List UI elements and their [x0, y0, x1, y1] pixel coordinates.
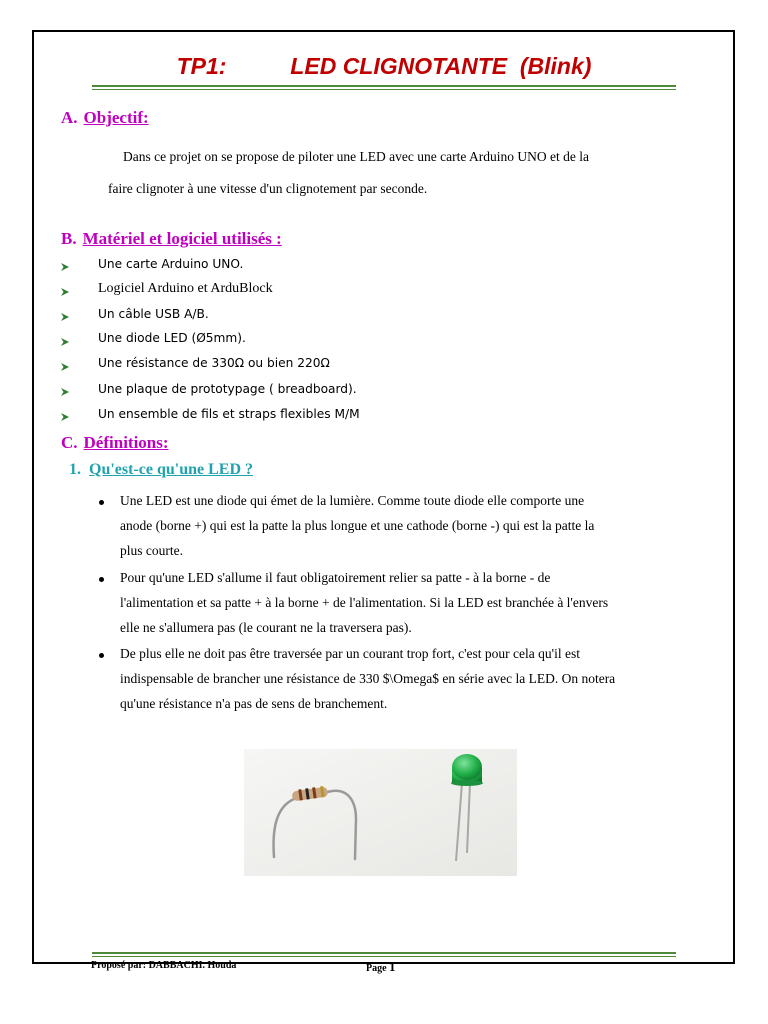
- subsection-title: Qu'est-ce qu'une LED ?: [89, 461, 254, 478]
- bullet-line: indispensable de brancher une résistance de 330 $\Omega$ en série avec la LED. On notera: [120, 671, 616, 686]
- bullet-line: De plus elle ne doit pas être traversée par un courant trop fort, c'est pour cela qu'il est: [120, 646, 580, 661]
- resistor-and-led-illustration: [244, 749, 517, 876]
- material-item: Une résistance de 330Ω ou bien 220Ω: [98, 356, 330, 370]
- subsection-heading: [69, 461, 253, 479]
- bullet-line: anode (borne +) qui est la patte la plus longue et une cathode (borne -) qui est la patte la: [120, 518, 595, 533]
- material-item: Une plaque de prototypage ( breadboard).: [98, 382, 357, 396]
- section-b-title: Matériel et logiciel utilisés :: [82, 229, 282, 248]
- bullet-line: elle ne s'allumera pas (le courant ne la traversera pas).: [120, 620, 412, 635]
- objective-line-2: faire clignoter à une vitesse d'un clignotement par seconde.: [108, 181, 428, 196]
- section-b-letter: B.: [61, 229, 77, 248]
- section-a-letter: A.: [61, 108, 78, 127]
- footer-rule: [92, 952, 676, 957]
- material-item: Une carte Arduino UNO.: [98, 257, 244, 271]
- objective-line-1: Dans ce projet on se propose de piloter une LED avec une carte Arduino UNO et de la: [123, 149, 589, 164]
- bullet-icon: [99, 500, 104, 505]
- arrow-bullet-icon: [60, 337, 70, 347]
- footer-page: [366, 959, 396, 975]
- section-c-letter: C.: [61, 433, 78, 452]
- material-item: Une diode LED (Ø5mm).: [98, 331, 246, 345]
- arrow-bullet-icon: [60, 287, 70, 297]
- material-item: Un ensemble de fils et straps flexibles M/M: [98, 407, 360, 421]
- material-item: Un câble USB A/B.: [98, 307, 209, 321]
- arrow-bullet-icon: [60, 312, 70, 322]
- document-title: TP1: LED CLIGNOTANTE (Blink): [176, 53, 592, 79]
- bullet-icon: [99, 653, 104, 658]
- subsection-number: 1.: [69, 461, 81, 478]
- section-c-heading: [61, 433, 169, 453]
- arrow-bullet-icon: [60, 262, 70, 272]
- bullet-line: Pour qu'une LED s'allume il faut obligatoirement relier sa patte - à la borne - de: [120, 570, 551, 585]
- footer-page-label: Page: [366, 963, 387, 974]
- bullet-line: l'alimentation et sa patte + à la borne + de l'alimentation. Si la LED est branchée à l'envers: [120, 595, 609, 610]
- section-a-title: Objectif:: [83, 108, 149, 127]
- arrow-bullet-icon: [60, 387, 70, 397]
- footer-page-number: 1: [389, 959, 396, 974]
- section-a-heading: [61, 108, 149, 128]
- footer-author: Proposé par: DABBACHI. Houda: [91, 960, 237, 971]
- section-c-title: Définitions:: [83, 433, 169, 452]
- bullet-line: Une LED est une diode qui émet de la lumière. Comme toute diode elle comporte une: [120, 493, 585, 508]
- arrow-bullet-icon: [60, 412, 70, 422]
- resistor-led-photo: [244, 749, 517, 876]
- section-b-heading: [61, 229, 282, 249]
- bullet-icon: [99, 577, 104, 582]
- bullet-line: plus courte.: [120, 543, 183, 558]
- bullet-line: qu'une résistance n'a pas de sens de branchement.: [120, 696, 388, 711]
- title-rule: [92, 85, 676, 90]
- arrow-bullet-icon: [60, 362, 70, 372]
- material-item: Logiciel Arduino et ArduBlock: [98, 281, 273, 296]
